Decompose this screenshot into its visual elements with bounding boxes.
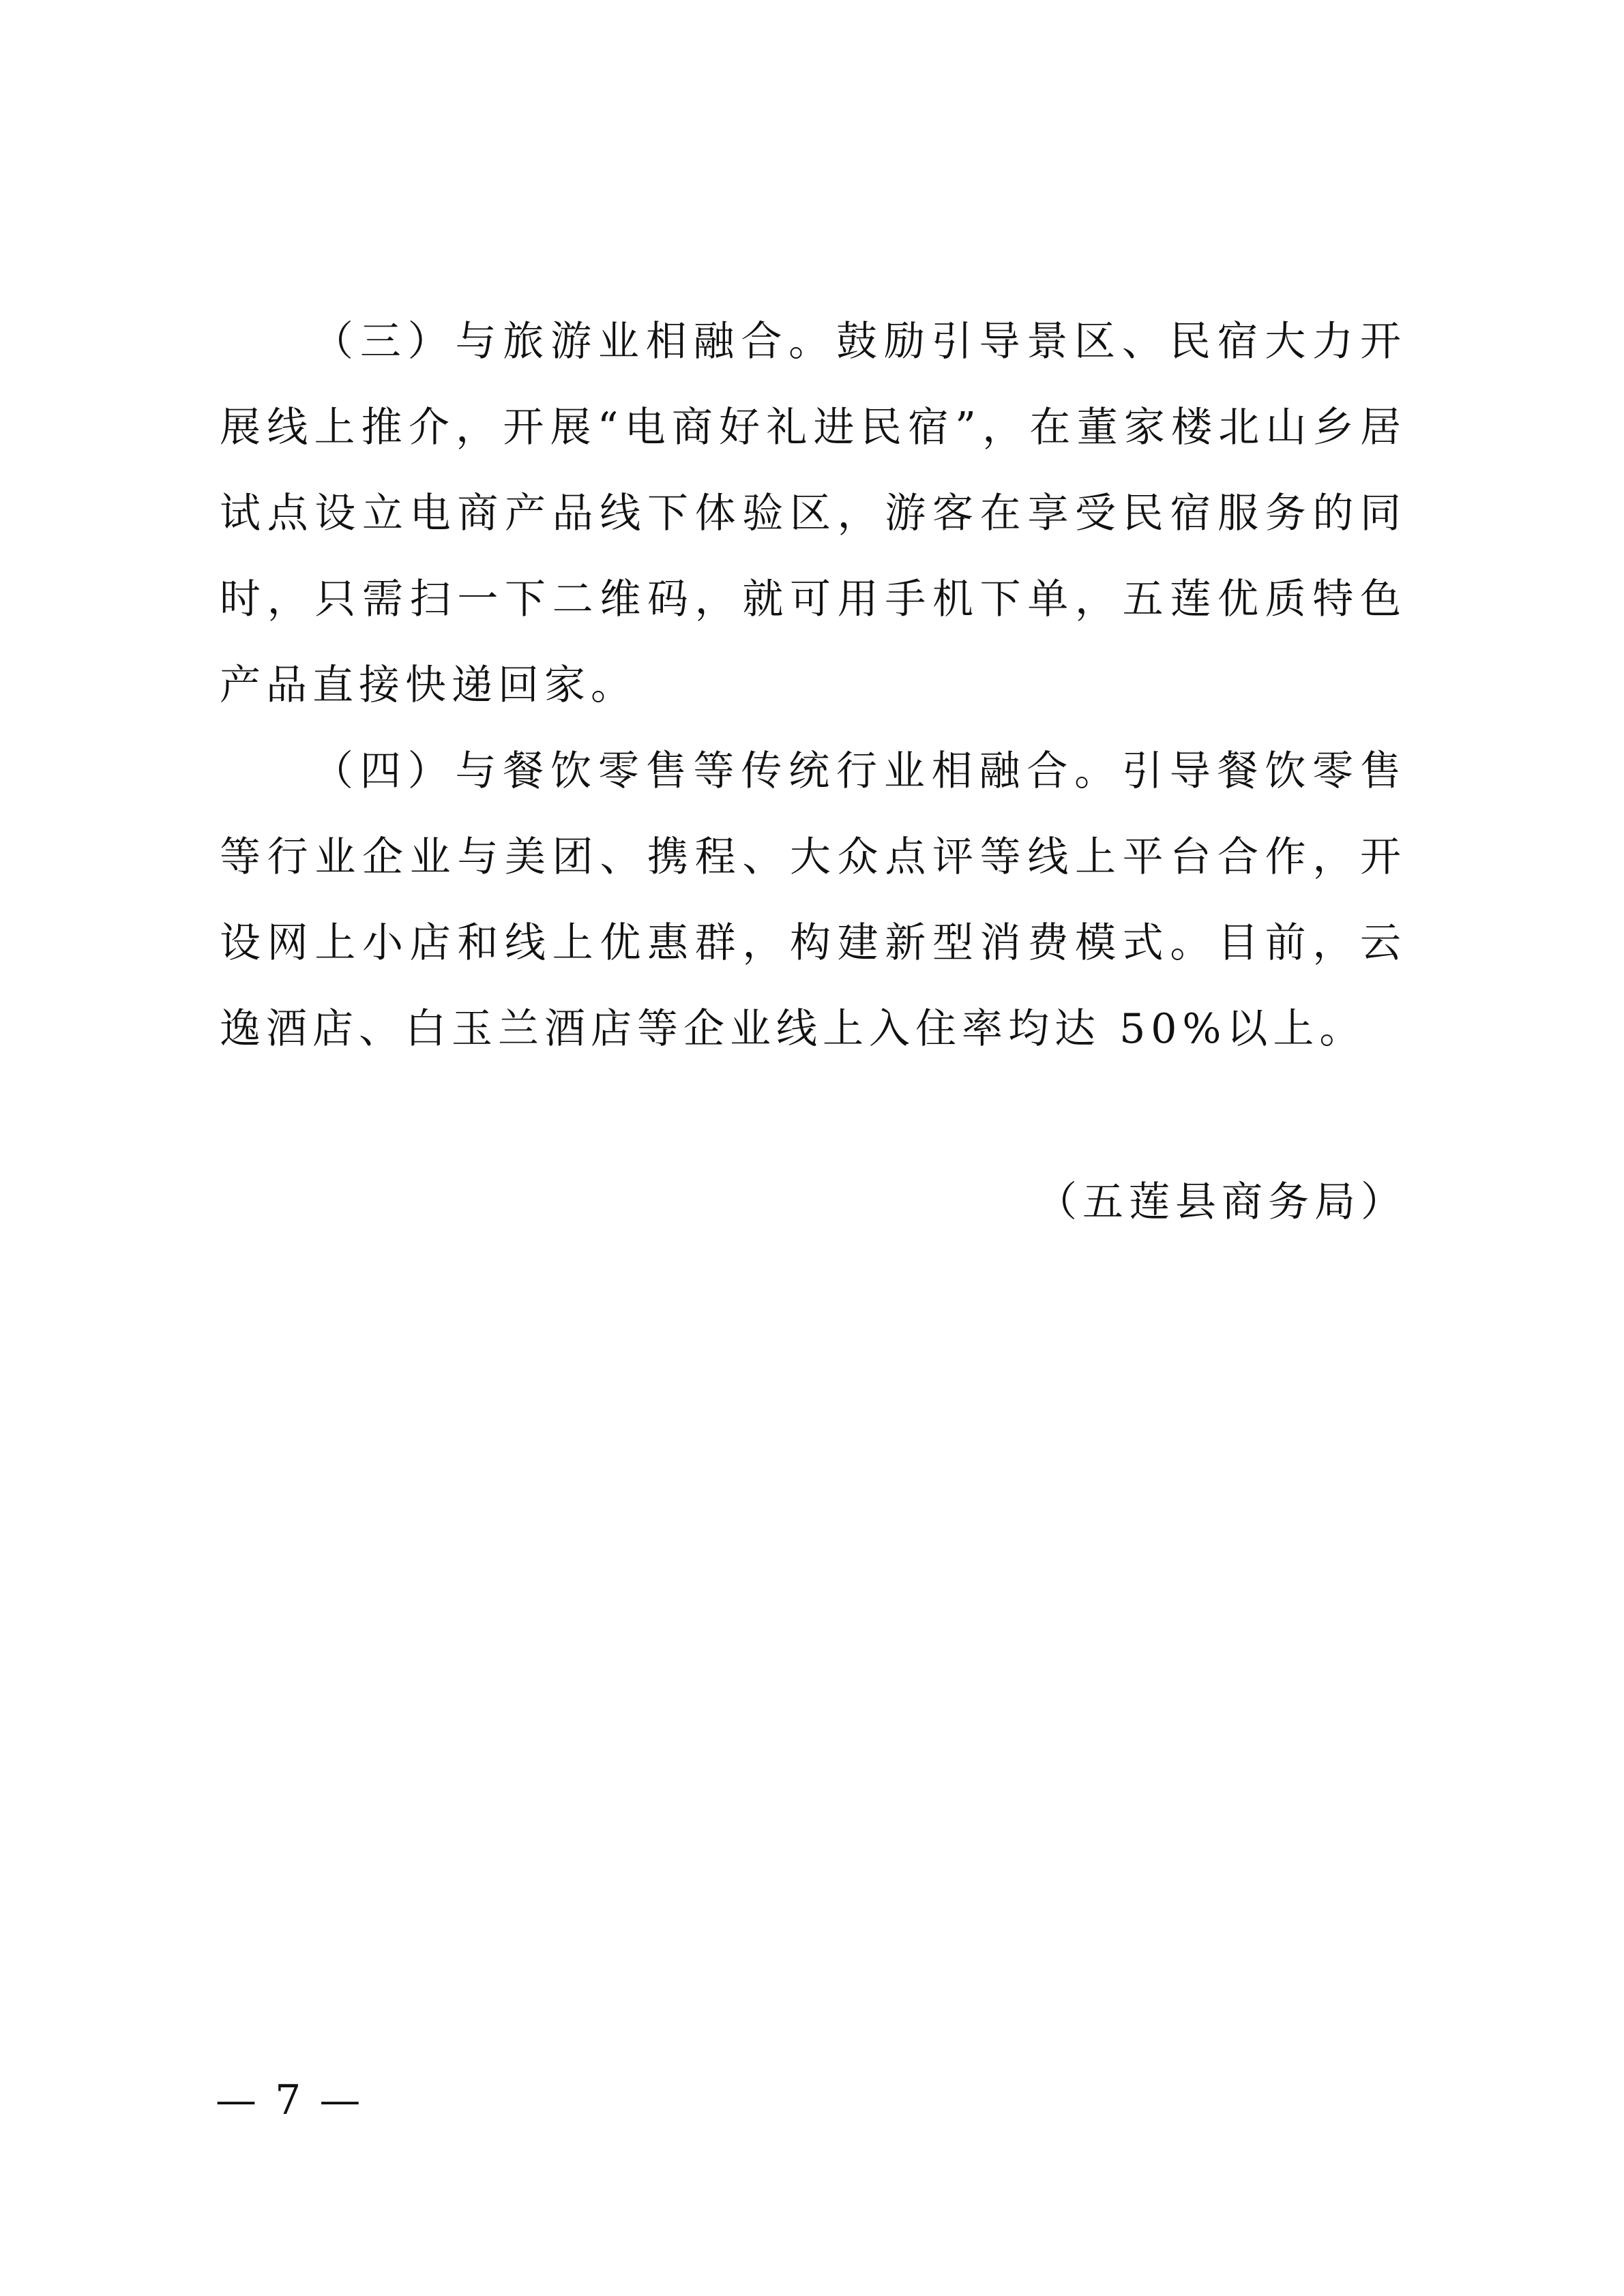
document-body [220, 299, 1406, 1072]
paragraph-catering-retail: （四）与餐饮零售等传统行业相融合。引导餐饮零售等行业企业与美团、携程、大众点评等线上平台合作，开设网上小店和线上优惠群，构建新型消费模式。目前，云逸酒店、白玉兰酒店等企业线上入住率均达 50%以上。 [220, 747, 1406, 1053]
page-number: — 7 — [216, 2076, 364, 2124]
paragraph-tourism: （三）与旅游业相融合。鼓励引导景区、民宿大力开展线上推介，开展“电商好礼进民宿”，在董家楼北山乡居试点设立电商产品线下体验区，游客在享受民宿服务的同时，只需扫一下二维码，就可用手机下单，五莲优质特色产品直接快递回家。 [220, 318, 1406, 709]
signature-issuer: （五莲县商务局） [1036, 1178, 1407, 1226]
